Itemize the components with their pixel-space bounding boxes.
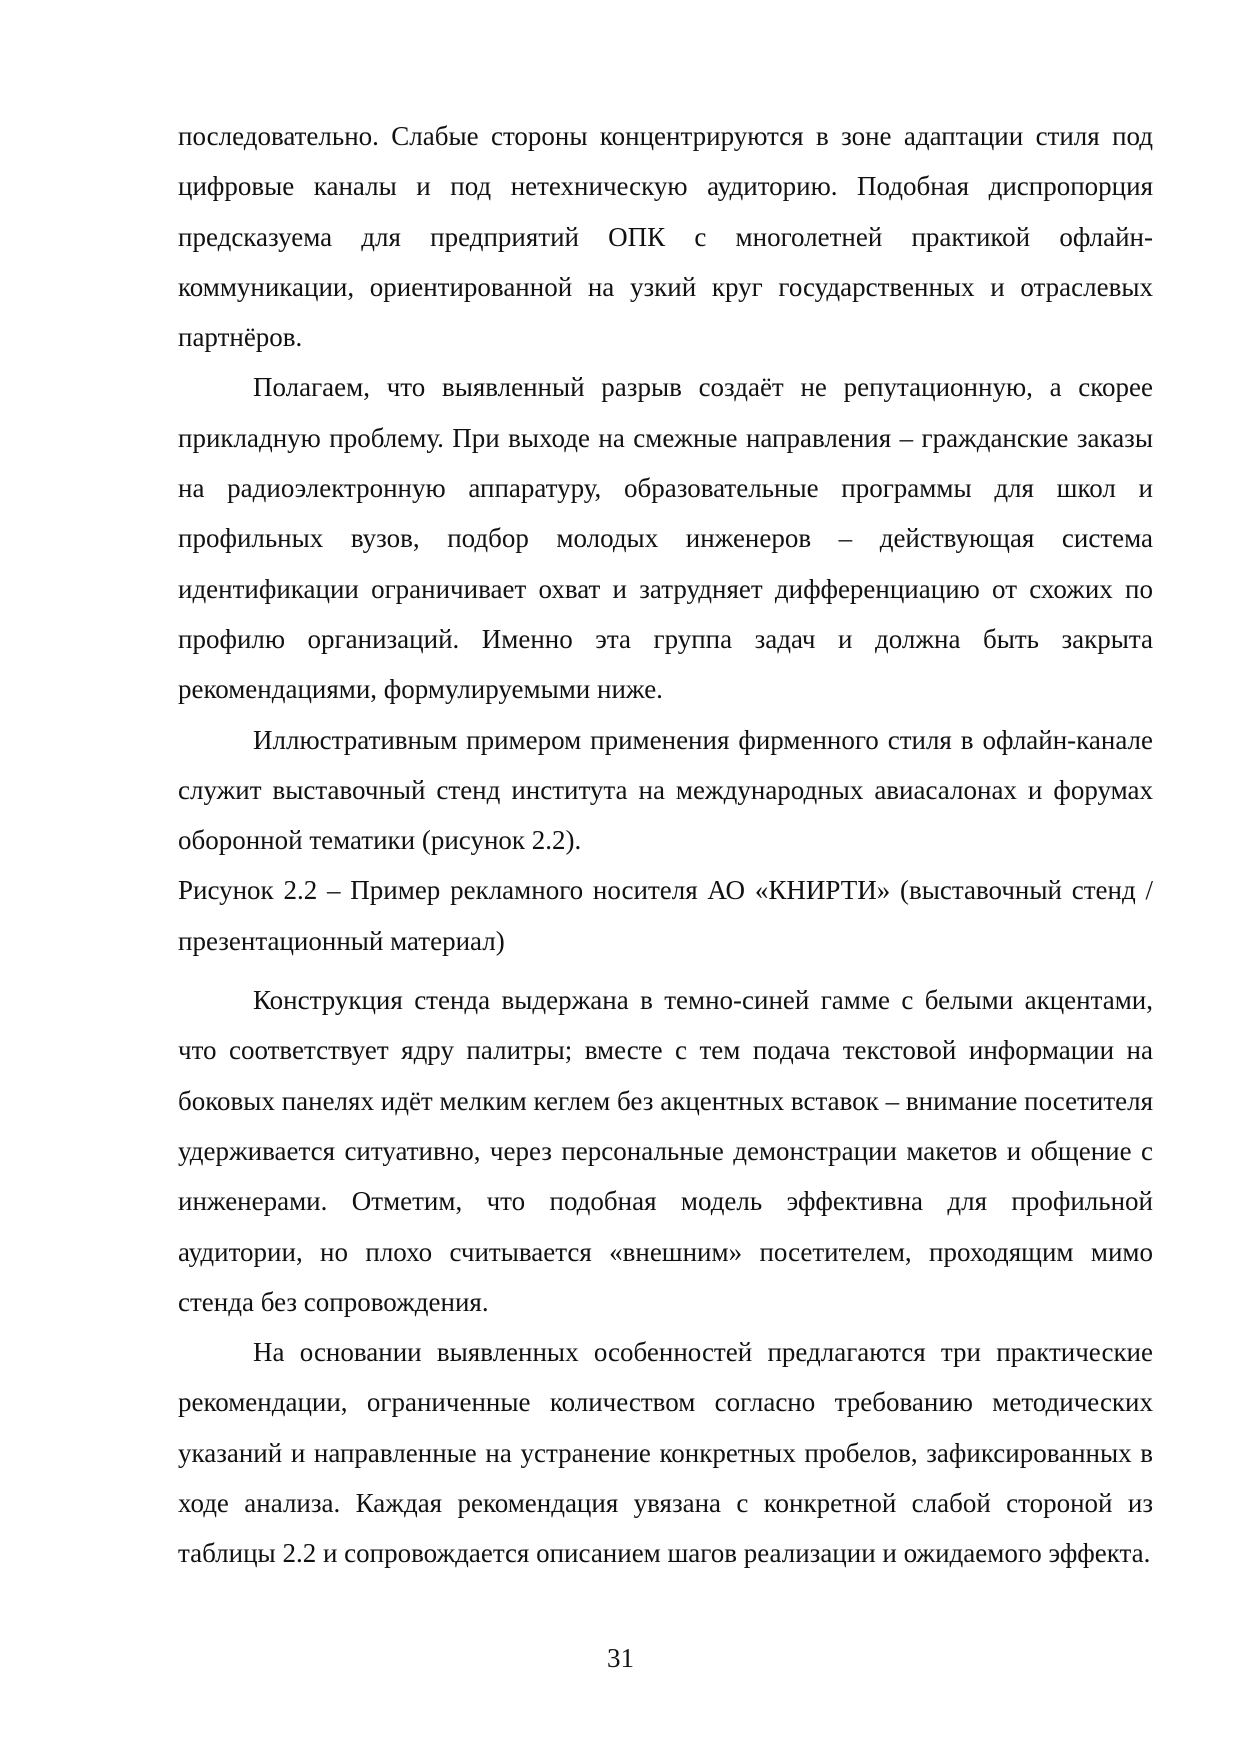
figure-caption: Рисунок 2.2 – Пример рекламного носителя АО «КНИРТИ» (выставочный стенд / презентационный материал): [178, 875, 1153, 956]
paragraph-recommendations-intro: На основании выявленных особенностей предлагаются три практические рекомендации, ограниченные количеством согласно требованию методических указаний и направленные на устранение конкретных пробелов, зафиксированных в ходе анализа. Каждая рекомендация увязана с конкретной слабой стороной из таблицы 2.2 и сопровождается описанием шагов реализации и ожидаемого эффекта.: [178, 1337, 1153, 1569]
paragraph-stand-design: Конструкция стенда выдержана в темно-синей гамме с белыми акцентами, что соответствует ядру палитры; вместе с тем подача текстовой информации на боковых панелях идёт мелким кеглем без акцентных вставок – внимание посетителя удерживается ситуативно, через персональные демонстрации макетов и общение с инженерами. Отметим, что подобная модель эффективна для профильной аудитории, но плохо считывается «внешним» посетителем, проходящим мимо стенда без сопровождения.: [178, 985, 1153, 1317]
page-number: 31: [607, 1643, 634, 1673]
paragraph-gap-problem: Полагаем, что выявленный разрыв создаёт не репутационную, а скорее прикладную проблему. При выходе на смежные направления – гражданские заказы на радиоэлектронную аппаратуру, образовательные программы для школ и профильных вузов, подбор молодых инженеров – действующая система идентификации ограничивает охват и затрудняет дифференциацию от схожих по профилю организаций. Именно эта группа задач и должна быть закрыта рекомендациями, формулируемыми ниже.: [178, 372, 1153, 705]
document-page-body: [178, 111, 1153, 1579]
caption-spacer: [178, 966, 1153, 975]
paragraph-continuation: последовательно. Слабые стороны концентрируются в зоне адаптации стиля под цифровые каналы и под нетехническую аудиторию. Подобная диспропорция предсказуема для предприятий ОПК с многолетней практикой офлайн-коммуникации, ориентированной на узкий круг государственных и отраслевых партнёров.: [178, 121, 1153, 353]
paragraph-exhibition-example: Иллюстративным примером применения фирменного стиля в офлайн-канале служит выставочный стенд института на международных авиасалонах и форумах оборонной тематики (рисунок 2.2).: [178, 724, 1153, 856]
